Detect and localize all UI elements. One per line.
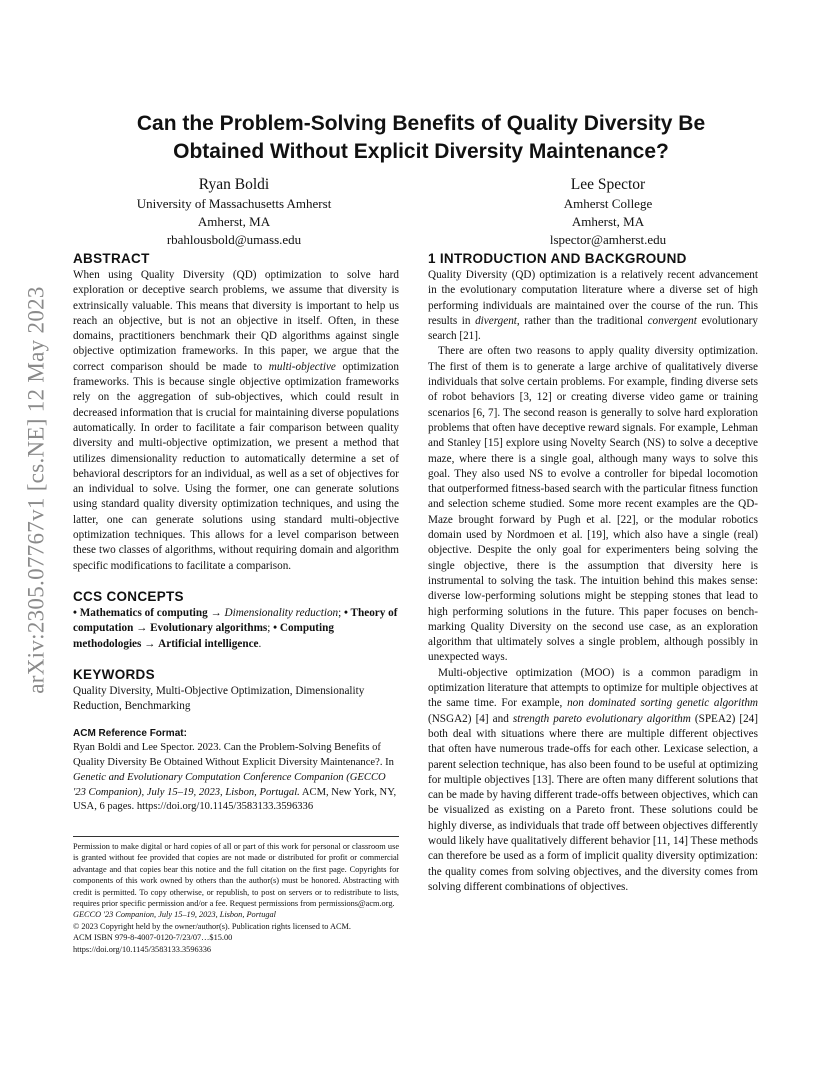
isbn-line: ACM ISBN 979-8-4007-0120-7/23/07…$15.00 <box>73 933 233 943</box>
arxiv-stamp <box>22 250 52 730</box>
right-column <box>428 250 758 895</box>
title-line-1: Can the Problem-Solving Benefits of Quality Diversity Be <box>136 112 706 135</box>
author-name: Lee Spector <box>570 176 646 193</box>
author-affiliation: Amherst College <box>563 196 653 211</box>
copyright-line: © 2023 Copyright held by the owner/author(s). Publication rights licensed to ACM. <box>73 921 351 931</box>
abstract-section <box>73 250 399 574</box>
intro-paragraph-3: Multi-objective optimization (MOO) is a common paradigm in optimization literature that attempts to optimize for multiple objectives at the same time. For example, non dominated sorting genetic algorithm (NSGA2) [4] and strength pareto evolutionary algorithm (SPEA2) [24] both deal with situations where there are multiple different objectives that often have numerous trade-offs for each other. Lexicase selection, a parent selection technique, has also been found to be useful at optimizing for multiple objectives [13]. There are often many different solutions that can be made by having different trade-offs between objectives, which can be visualized as existing on a Pareto front. These solutions could be highly diverse, as individuals that trade off between objectives differently would likely have qualitatively different behavior [11, 14] These methods can therefore be used as a form of implicit quality diversity optimization: the quality comes from solving objectives, and the diversity comes from solving different combinations of objectives. <box>428 666 758 893</box>
reference-format-heading: ACM Reference Format: <box>73 728 187 740</box>
author-location: Amherst, MA <box>197 214 271 229</box>
author-location: Amherst, MA <box>571 214 645 229</box>
intro-heading: 1 INTRODUCTION AND BACKGROUND <box>428 251 687 266</box>
arxiv-id: arXiv:2305.07767v1 [cs.NE] 12 May 2023 <box>24 286 49 694</box>
reference-format <box>73 728 399 815</box>
permission-text: Permission to make digital or hard copies of all or part of this work for personal or classroom use is granted without fee provided that copies are not made or distributed for profit or commercial advantage and that copies bear this notice and the full citation on the first page. Copyrights for components of this work owned by others than the author(s) must be honored. Abstracting with credit is permitted. To copy otherwise, or republish, to post on servers or to redistribute to lists, requires prior specific permission and/or a fee. Request permissions from permissions@acm.org. <box>73 842 399 909</box>
left-column <box>73 250 399 815</box>
author-email: rbahlousbold@umass.edu <box>166 232 302 247</box>
abstract-text: When using Quality Diversity (QD) optimization to solve hard exploration or deceptive search problems, we assume that diversity is extrinsically valuable. This means that diversity is important to help us reach an objective, but is not an objective in itself. Often, in these domains, practitioners benchmark their QD algorithms against single objective optimization frameworks. In this paper, we argue that the correct comparison should be made to multi-objective optimization frameworks. This is because single objective optimization frameworks rely on the aggregation of sub-objectives, which could result in decreased information that is crucial for maintaining diverse populations automatically. In order to facilitate a fair comparison between quality diversity and multi-objective optimization, we present a method that utilizes dimensionality reduction to automatically determine a set of behavioral descriptors for an individual, as well as a set of objectives for an individual to solve. Using the former, one can generate solutions using standard quality diversity optimization techniques, and using the latter, one can generate solutions using standard multi-objective optimization techniques. This allows for a level comparison between these two classes of algorithms, without requiring domain and algorithm specific modifications to facilitate a comparison. <box>73 269 399 572</box>
venue-line: GECCO '23 Companion, July 15–19, 2023, Lisbon, Portugal <box>73 910 276 920</box>
author-email: lspector@amherst.edu <box>549 232 667 247</box>
ccs-text: • Mathematics of computing → Dimensionality reduction; • Theory of computation → Evolutionary algorithms; • Computing methodologies → Artificial intelligence. <box>73 606 398 650</box>
abstract-heading: ABSTRACT <box>73 251 150 266</box>
author-name: Ryan Boldi <box>198 176 270 193</box>
ccs-section <box>73 588 399 652</box>
keywords-section <box>73 666 399 715</box>
reference-format-text: Ryan Boldi and Lee Spector. 2023. Can the Problem-Solving Benefits of Quality Diversity Be Obtained Without Explicit Diversity Maintenance?. In Genetic and Evolutionary Computation Conference Companion (GECCO '23 Companion), July 15–19, 2023, Lisbon, Portugal. ACM, New York, NY, USA, 6 pages. https://doi.org/10.1145/3583133.3596336 <box>73 742 397 813</box>
permission-notice <box>73 836 399 955</box>
author-1 <box>74 175 394 249</box>
keywords-text: Quality Diversity, Multi-Objective Optimization, Dimensionality Reduction, Benchmarking <box>73 684 365 713</box>
intro-paragraph-1: Quality Diversity (QD) optimization is a relatively recent advancement in the evolutionary computation literature where a diverse set of high performing individuals are maintained over the course of the run. This results in divergent, rather than the traditional convergent evolutionary search [21]. <box>428 269 758 343</box>
keywords-heading: KEYWORDS <box>73 666 155 682</box>
author-affiliation: University of Massachusetts Amherst <box>136 196 332 211</box>
author-block <box>74 175 768 249</box>
paper-title <box>74 110 768 166</box>
ccs-heading: CCS CONCEPTS <box>73 588 184 604</box>
intro-paragraph-2: There are often two reasons to apply quality diversity optimization. The first of them is to generate a large archive of qualitatively diverse individuals that solve certain problems. For example, finding diverse sets of robot behaviors [3, 12] or creating diverse video game or training scenarios [6, 7]. The second reason is generally to solve hard exploration problems that often have deceptive reward signals. For example, Lehman and Stanley [15] explore using Novelty Search (NS) to solve a deceptive maze, where there is a single goal, although many ways to solve this goal. They also used NS to evolve a controller for bipedal locomotion that outperformed fitness-based search with the particular fitness function and selection scheme studied. Some more recent examples are the QD-Maze brought forward by Pugh et al. [22], or the modular robotics domain used by Nordmoen et al. [19], which also have a single (real) objective. Despite the only goal for experimenters being solving the single objective, there is the assumption that diversity here is instrumental to solving the task. The intuition behind this makes sense: diverse low-performing solutions might be stepping stones that lead to high performing solutions in the future. This paper focuses on bench-marking Quality Diversity on the second use case, as an exploration algorithm that ultimately solves a single problem, although possibly in unexpected ways. <box>428 345 758 664</box>
title-line-2: Obtained Without Explicit Diversity Maintenance? <box>173 140 669 163</box>
doi-link[interactable]: https://doi.org/10.1145/3583133.3596336 <box>73 944 212 954</box>
author-2 <box>448 175 768 249</box>
